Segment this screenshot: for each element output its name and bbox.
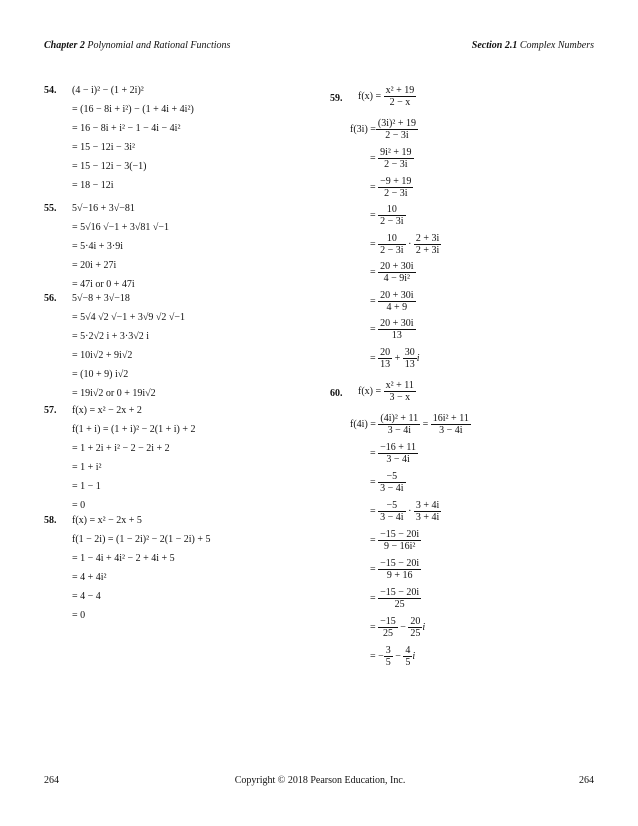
math-line: = 5·2√2 i + 3·3√2 i bbox=[72, 331, 149, 342]
denominator: 4 + 9 bbox=[386, 301, 408, 313]
problem-number: 58. bbox=[44, 515, 57, 526]
page-number-right: 264 bbox=[579, 775, 594, 786]
numerator: 3 bbox=[385, 645, 391, 656]
section-label: Section 2.1 bbox=[471, 40, 518, 51]
math-line: = 1 + 2i + i² − 2 − 2i + 2 bbox=[72, 443, 170, 454]
denominator: 25 bbox=[410, 628, 421, 639]
denominator: 2 − 3i bbox=[380, 216, 404, 227]
numerator: −15 − 20i bbox=[380, 529, 420, 540]
denominator: 3 − 4i bbox=[380, 483, 404, 494]
math-step: = $\frac{-5}{3 - 4i}$ bbox=[370, 471, 404, 494]
denominator: 2 + 3i bbox=[415, 244, 440, 256]
function-definition bbox=[358, 380, 416, 403]
math-line: 5√−16 + 3√−81 bbox=[72, 203, 135, 214]
math-line: = 15 − 12i − 3i² bbox=[72, 142, 135, 153]
math-line: = 5√4 √2 √−1 + 3√9 √2 √−1 bbox=[72, 312, 185, 323]
numerator: −15 bbox=[380, 616, 396, 627]
denominator: 25 bbox=[394, 599, 405, 610]
numerator: 20 bbox=[380, 346, 391, 358]
math-step: = $\frac{20 + 30i}{\text{4 − 9i²}}$ bbox=[370, 261, 414, 284]
denominator: 2 − 3i bbox=[384, 159, 408, 170]
fraction bbox=[414, 233, 441, 256]
numerator: −15 − 20i bbox=[380, 558, 420, 569]
fraction bbox=[378, 147, 413, 170]
math-step: = − $\frac{3}{5}$ − $\frac{4}{5}$ i bbox=[370, 645, 416, 668]
fraction bbox=[378, 442, 418, 465]
fraction bbox=[376, 118, 418, 141]
numerator: x² + 19 bbox=[385, 85, 415, 96]
numerator: 3 + 4i bbox=[415, 500, 440, 511]
evaluation-first-line bbox=[350, 118, 418, 141]
problem-number: 54. bbox=[44, 85, 57, 96]
math-line: 5√−8 + 3√−18 bbox=[72, 293, 130, 304]
numerator: −16 + 11 bbox=[380, 442, 417, 453]
fraction bbox=[384, 85, 417, 108]
section-title: Complex Numbers bbox=[519, 40, 594, 51]
math-line: f(x) = x² − 2x + 2 bbox=[72, 405, 142, 416]
math-step: = $\frac{-9 + 19}{2 - 3i}$ bbox=[370, 175, 412, 199]
fraction bbox=[384, 380, 416, 403]
fraction bbox=[378, 176, 413, 199]
numerator: −9 + 19 bbox=[380, 175, 412, 187]
chapter-title: Polynomial and Rational Functions bbox=[87, 40, 231, 51]
minus-sign: − bbox=[378, 650, 384, 662]
fraction bbox=[378, 290, 415, 313]
denominator: 4 − 9i² bbox=[383, 273, 411, 284]
math-line: (4 − i)² − (1 + 2i)² bbox=[72, 85, 144, 96]
fraction bbox=[378, 558, 421, 581]
problem-number: 55. bbox=[44, 203, 57, 214]
denominator: 3 − 4i bbox=[380, 512, 404, 523]
fraction bbox=[378, 233, 405, 256]
denominator: 3 − 4i bbox=[387, 425, 411, 436]
fraction bbox=[403, 347, 417, 370]
math-line: f(x) = x² − 2x + 5 bbox=[72, 515, 142, 526]
denominator: 9 − 16i² bbox=[383, 541, 416, 552]
numerator: 20 bbox=[410, 616, 421, 627]
denominator: 2 − 3i bbox=[384, 187, 408, 199]
fraction bbox=[408, 616, 422, 639]
math-step: = $\frac{-5}{3 - 4i}$ · $\frac{3 + 4i}{3 + 4i}$ bbox=[370, 500, 440, 523]
denominator: 25 bbox=[382, 628, 393, 639]
numerator: 20 + 30i bbox=[380, 289, 414, 301]
denominator: 13 bbox=[391, 330, 402, 341]
math-step: = $\frac{10}{2 - 3i}$ · $\frac{2 + 3i}{2 + 3i}$ bbox=[370, 232, 440, 256]
denominator: 9 + 16 bbox=[386, 570, 413, 581]
fraction bbox=[378, 616, 398, 639]
denominator: 5 bbox=[385, 657, 391, 668]
denominator: 2 − 3i bbox=[380, 244, 404, 256]
math-line: = 4 + 4i² bbox=[72, 572, 107, 583]
numerator: (3i)² + 19 bbox=[377, 118, 416, 129]
math-step: = $\frac{-15 - 20i}{\text{9 − 16i²}}$ bbox=[370, 529, 420, 552]
math-line: = (16 − 8i + i²) − (1 + 4i + 4i²) bbox=[72, 104, 194, 115]
evaluation-first-line: f(4i) = $\frac{\text{(4i)² + 11}}{3 - 4i}$ = $\frac{\text{16i² + 11}}{3 - 4i}$ bbox=[350, 413, 469, 436]
problem-number: 59. bbox=[330, 93, 343, 104]
numerator: 10 bbox=[378, 233, 405, 245]
math-line: = 5·4i + 3·9i bbox=[72, 241, 123, 252]
math-line: = 16 − 8i + i² − 1 − 4i − 4i² bbox=[72, 123, 181, 134]
math-line: = (10 + 9) i√2 bbox=[72, 369, 129, 380]
function-definition bbox=[358, 85, 416, 108]
math-step: = $\frac{-15 - 20i}{25}$ bbox=[370, 587, 420, 610]
fraction bbox=[384, 645, 393, 668]
math-line: = 1 − 1 bbox=[72, 481, 101, 492]
numerator: −5 bbox=[378, 471, 405, 483]
def-lhs: f(x) = bbox=[358, 90, 382, 102]
math-step: = $\frac{10}{2 - 3i}$ bbox=[370, 204, 404, 227]
numerator: 16i² + 11 bbox=[432, 413, 469, 424]
fraction bbox=[414, 500, 441, 523]
fraction bbox=[378, 204, 405, 227]
denominator: 13 bbox=[404, 358, 415, 370]
numerator: 20 + 30i bbox=[380, 318, 414, 329]
fraction bbox=[378, 413, 420, 436]
math-line: = 15 − 12i − 3(−1) bbox=[72, 161, 147, 172]
fraction bbox=[378, 347, 392, 370]
math-line: = 10i√2 + 9i√2 bbox=[72, 350, 133, 361]
math-line: = 1 + i² bbox=[72, 462, 102, 473]
fraction bbox=[378, 471, 405, 494]
imaginary-unit: i bbox=[422, 621, 426, 633]
denominator: 3 − 4i bbox=[386, 454, 410, 465]
math-line: = 20i + 27i bbox=[72, 260, 117, 271]
math-line: = 0 bbox=[72, 500, 86, 511]
eval-lhs: f(3i) = bbox=[350, 123, 376, 135]
fraction bbox=[378, 529, 421, 552]
numerator: 2 + 3i bbox=[415, 232, 440, 244]
numerator: 10 bbox=[378, 204, 405, 216]
math-line: = 19i√2 or 0 + 19i√2 bbox=[72, 388, 156, 399]
fraction bbox=[378, 500, 405, 523]
math-line: = 0 bbox=[72, 610, 86, 621]
math-step: = $\frac{\text{9i² + 19}}{2 - 3i}$ bbox=[370, 147, 412, 170]
denominator: 3 − 4i bbox=[439, 425, 463, 436]
imaginary-unit: i bbox=[416, 352, 420, 364]
fraction bbox=[378, 261, 415, 284]
math-step: = $\frac{20 + 30i}{13}$ bbox=[370, 318, 414, 341]
numerator: −15 − 20i bbox=[380, 587, 420, 598]
denominator: 2 − x bbox=[389, 97, 411, 108]
math-step: = $\frac{20}{13}$ + $\frac{30}{13}$ i bbox=[370, 346, 420, 370]
numerator: 30 bbox=[404, 346, 415, 358]
math-line: = 5√16 √−1 + 3√81 √−1 bbox=[72, 222, 170, 233]
problem-number: 57. bbox=[44, 405, 57, 416]
numerator: −5 bbox=[378, 500, 405, 512]
fraction bbox=[378, 318, 415, 341]
numerator: 20 + 30i bbox=[380, 261, 414, 272]
math-step: = $\frac{-15 - 20i}{9 + 16}$ bbox=[370, 558, 420, 581]
math-line: = 18 − 12i bbox=[72, 180, 114, 191]
copyright-notice: Copyright © 2018 Pearson Education, Inc. bbox=[234, 775, 406, 786]
def-lhs: f(x) = bbox=[358, 385, 382, 397]
imaginary-unit: i bbox=[412, 650, 416, 662]
math-step: = $\frac{-15}{25}$ − $\frac{20}{25}$ i bbox=[370, 616, 426, 639]
math-line: = 4 − 4 bbox=[72, 591, 101, 602]
numerator: x² + 11 bbox=[385, 380, 414, 391]
math-step: = $\frac{20 + 30i}{4 + 9}$ bbox=[370, 289, 414, 313]
math-step: = $\frac{-16 + 11}{3 - 4i}$ bbox=[370, 442, 417, 465]
problem-number: 60. bbox=[330, 388, 343, 399]
eval-lhs: f(4i) = bbox=[350, 418, 376, 430]
fraction bbox=[431, 413, 471, 436]
numerator: 4 bbox=[405, 645, 411, 656]
math-line: f(1 + i) = (1 + i)² − 2(1 + i) + 2 bbox=[72, 424, 196, 435]
denominator: 5 bbox=[405, 657, 411, 668]
chapter-label: Chapter 2 bbox=[44, 40, 85, 51]
chapter-header bbox=[44, 40, 230, 51]
numerator: (4i)² + 11 bbox=[380, 413, 419, 424]
denominator: 3 + 4i bbox=[415, 512, 440, 523]
denominator: 2 − 3i bbox=[385, 130, 409, 141]
section-header bbox=[472, 40, 594, 51]
page-number-left: 264 bbox=[44, 775, 59, 786]
denominator: 3 − x bbox=[389, 392, 411, 403]
fraction bbox=[378, 587, 421, 610]
problem-number: 56. bbox=[44, 293, 57, 304]
math-line: = 47i or 0 + 47i bbox=[72, 279, 135, 290]
math-line: f(1 − 2i) = (1 − 2i)² − 2(1 − 2i) + 5 bbox=[72, 534, 211, 545]
math-line: = 1 − 4i + 4i² − 2 + 4i + 5 bbox=[72, 553, 175, 564]
numerator: 9i² + 19 bbox=[380, 147, 412, 158]
denominator: 13 bbox=[380, 358, 391, 370]
